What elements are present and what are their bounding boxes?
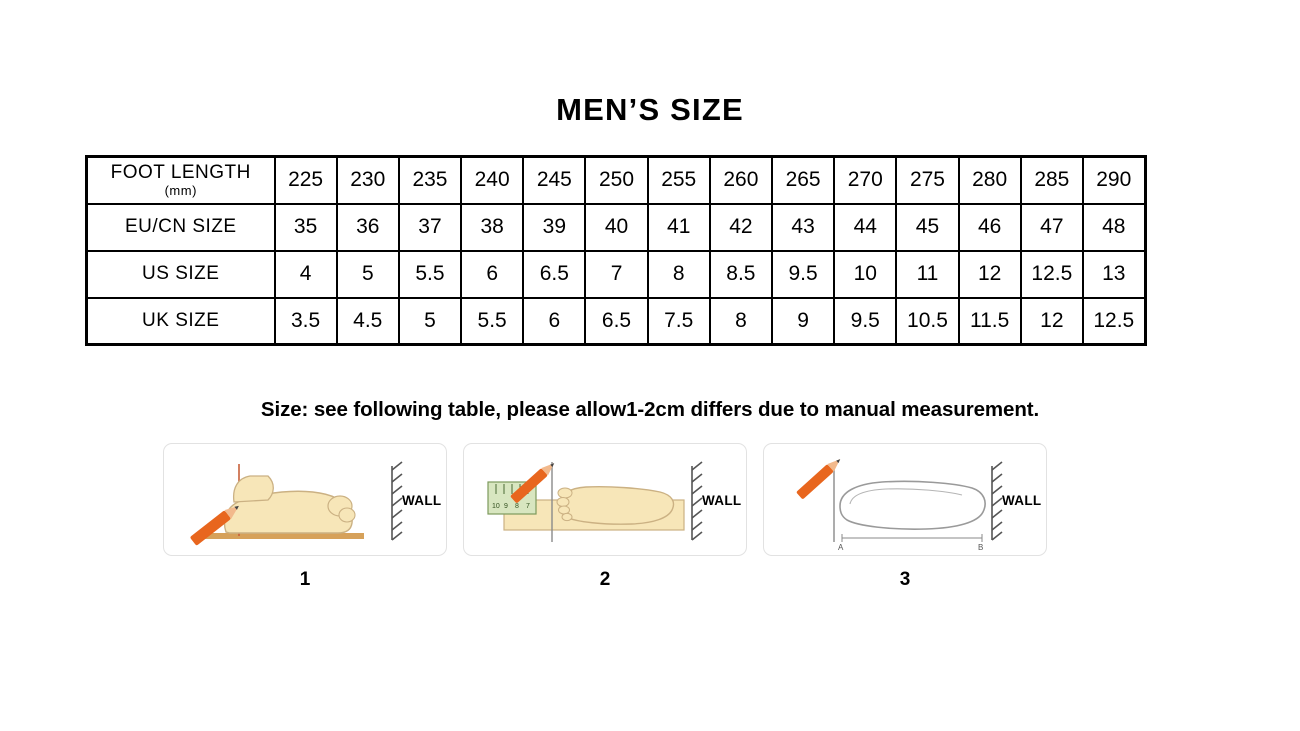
step-1 xyxy=(163,443,447,591)
cell: 5 xyxy=(399,298,461,345)
wall-label: WALL xyxy=(702,493,742,508)
cell: 8.5 xyxy=(710,251,772,298)
cell: 42 xyxy=(710,204,772,251)
row-header-eu-cn-size: EU/CN SIZE xyxy=(87,204,275,251)
cell: 37 xyxy=(399,204,461,251)
cell: 280 xyxy=(959,157,1021,204)
step-2-number: 2 xyxy=(599,569,611,590)
measurement-steps xyxy=(163,443,1047,591)
cell: 40 xyxy=(585,204,647,251)
cell: 9.5 xyxy=(772,251,834,298)
svg-text:9: 9 xyxy=(504,503,508,510)
svg-text:8: 8 xyxy=(515,503,519,510)
row-header-label: FOOT LENGTH xyxy=(110,161,251,183)
cell: 235 xyxy=(399,157,461,204)
row-header-uk-size: UK SIZE xyxy=(87,298,275,345)
cell: 12.5 xyxy=(1021,251,1083,298)
cell: 41 xyxy=(648,204,710,251)
cell: 35 xyxy=(275,204,337,251)
cell: 48 xyxy=(1083,204,1145,251)
cell: 225 xyxy=(275,157,337,204)
cell: 4 xyxy=(275,251,337,298)
cell: 12.5 xyxy=(1083,298,1145,345)
table-row xyxy=(87,251,1146,298)
cell: 255 xyxy=(648,157,710,204)
cell: 245 xyxy=(523,157,585,204)
cell: 8 xyxy=(710,298,772,345)
cell: 265 xyxy=(772,157,834,204)
cell: 6 xyxy=(461,251,523,298)
step-1-number: 1 xyxy=(299,569,311,590)
cell: 11.5 xyxy=(959,298,1021,345)
cell: 5.5 xyxy=(461,298,523,345)
wall-label: WALL xyxy=(402,493,442,508)
cell: 44 xyxy=(834,204,896,251)
cell: 6.5 xyxy=(523,251,585,298)
cell: 6.5 xyxy=(585,298,647,345)
cell: 4.5 xyxy=(337,298,399,345)
table-row xyxy=(87,204,1146,251)
cell: 260 xyxy=(710,157,772,204)
cell: 270 xyxy=(834,157,896,204)
cell: 285 xyxy=(1021,157,1083,204)
point-b-label: B xyxy=(978,543,984,552)
cell: 5 xyxy=(337,251,399,298)
cell: 250 xyxy=(585,157,647,204)
size-table-container xyxy=(85,155,1146,346)
svg-text:7: 7 xyxy=(526,503,530,510)
cell: 11 xyxy=(896,251,958,298)
cell: 230 xyxy=(337,157,399,204)
svg-text:10: 10 xyxy=(492,503,500,510)
cell: 45 xyxy=(896,204,958,251)
cell: 39 xyxy=(523,204,585,251)
cell: 10 xyxy=(834,251,896,298)
cell: 3.5 xyxy=(275,298,337,345)
step-2-illustration xyxy=(463,443,747,556)
cell: 43 xyxy=(772,204,834,251)
cell: 9 xyxy=(772,298,834,345)
cell: 290 xyxy=(1083,157,1145,204)
cell: 12 xyxy=(1021,298,1083,345)
cell: 36 xyxy=(337,204,399,251)
page-title: MEN’S SIZE xyxy=(556,92,744,127)
step-1-illustration xyxy=(163,443,447,556)
point-a-label: A xyxy=(838,543,844,552)
step-3-illustration xyxy=(763,443,1047,556)
cell: 38 xyxy=(461,204,523,251)
cell: 275 xyxy=(896,157,958,204)
cell: 5.5 xyxy=(399,251,461,298)
step-3-number: 3 xyxy=(899,569,911,590)
measurement-note: Size: see following table, please allow1-2cm differs due to manual measurement. xyxy=(260,398,1040,421)
cell: 7.5 xyxy=(648,298,710,345)
cell: 6 xyxy=(523,298,585,345)
cell: 46 xyxy=(959,204,1021,251)
table-row xyxy=(87,157,1146,204)
cell: 12 xyxy=(959,251,1021,298)
row-header-us-size: US SIZE xyxy=(87,251,275,298)
cell: 47 xyxy=(1021,204,1083,251)
step-3 xyxy=(763,443,1047,591)
row-header-foot-length xyxy=(87,157,275,204)
wall-label: WALL xyxy=(1002,493,1042,508)
step-2 xyxy=(463,443,747,591)
row-header-unit: (mm) xyxy=(164,182,197,198)
cell: 7 xyxy=(585,251,647,298)
cell: 10.5 xyxy=(896,298,958,345)
size-table xyxy=(85,155,1147,346)
table-row xyxy=(87,298,1146,345)
cell: 9.5 xyxy=(834,298,896,345)
cell: 13 xyxy=(1083,251,1145,298)
cell: 8 xyxy=(648,251,710,298)
cell: 240 xyxy=(461,157,523,204)
